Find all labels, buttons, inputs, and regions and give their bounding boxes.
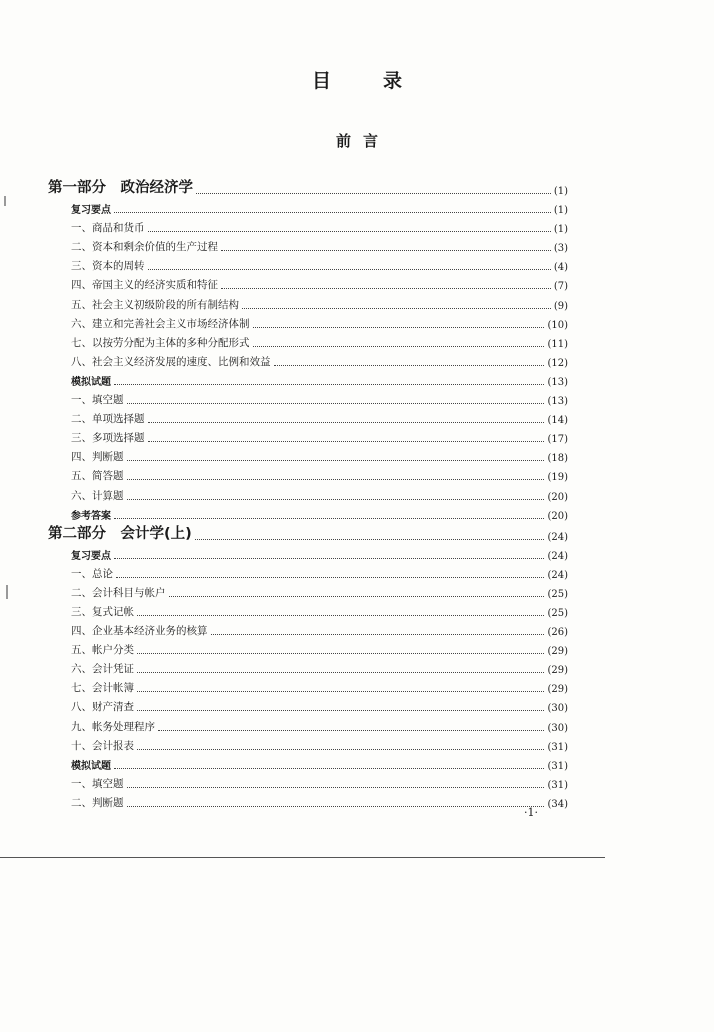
toc-entry-label: 二、单项选择题 <box>71 413 145 426</box>
scan-speck <box>4 196 6 206</box>
toc-entry-item <box>48 216 568 235</box>
dot-leader <box>127 786 545 788</box>
toc-entry-label: 四、帝国主义的经济实质和特征 <box>71 279 218 292</box>
toc-entry-label: 二、会计科目与帐户 <box>71 586 166 599</box>
toc-entry-label: 十、会计报表 <box>71 739 134 752</box>
toc-entry-item <box>48 772 568 791</box>
toc-entry-label: 模拟试题 <box>71 760 111 772</box>
toc-entry-label: 复习要点 <box>71 550 111 562</box>
dot-leader <box>253 345 545 347</box>
toc-entry-label: 四、企业基本经济业务的核算 <box>71 625 208 638</box>
toc-entry-label: 八、财产清查 <box>71 701 134 714</box>
toc-entry-page: (24) <box>547 531 568 543</box>
toc-entry-page: (25) <box>547 588 568 600</box>
toc-entry-page: (24) <box>547 569 568 581</box>
toc-entry-label: 二、判断题 <box>71 796 124 809</box>
toc-entry-part <box>48 522 568 543</box>
dot-leader <box>137 614 544 616</box>
toc-entry-sect <box>48 753 568 772</box>
toc-entry-page: (7) <box>553 281 568 293</box>
toc-entry-page: (1) <box>553 186 568 197</box>
dot-leader <box>114 767 544 769</box>
toc-entry-page: (25) <box>547 607 568 619</box>
page-number: ·1· <box>524 806 538 819</box>
toc-entry-label: 九、帐务处理程序 <box>71 720 155 733</box>
toc-entry-item <box>48 426 568 445</box>
toc-entry-item <box>48 235 568 254</box>
dot-leader <box>148 268 551 270</box>
toc-entry-page: (1) <box>553 205 568 217</box>
scan-edge-line <box>0 857 605 858</box>
toc-entry-item <box>48 350 568 369</box>
dot-leader <box>116 576 544 578</box>
toc-entry-page: (29) <box>547 665 568 677</box>
toc-entry-item <box>48 657 568 676</box>
toc-entry-label: 八、社会主义经济发展的速度、比例和效益 <box>71 355 271 368</box>
dot-leader <box>221 249 551 251</box>
toc-entry-item <box>48 600 568 619</box>
toc-entry-page: (26) <box>547 627 568 639</box>
toc-entry-item <box>48 695 568 714</box>
dot-leader <box>253 326 545 328</box>
scan-speck <box>6 585 8 599</box>
toc-entry-label: 七、以按劳分配为主体的多种分配形式 <box>71 336 250 349</box>
toc-entry-item <box>48 292 568 311</box>
dot-leader <box>274 364 545 366</box>
dot-leader <box>195 538 545 540</box>
toc-entry-label: 五、社会主义初级阶段的所有制结构 <box>71 298 239 311</box>
dot-leader <box>148 440 545 442</box>
toc-entry-page: (30) <box>547 722 568 734</box>
toc-entry-label: 参考答案 <box>71 510 111 522</box>
toc-entry-item <box>48 581 568 600</box>
toc-entry-label: 七、会计帐簿 <box>71 682 134 695</box>
toc-entry-item <box>48 562 568 581</box>
toc-entry-item <box>48 791 568 810</box>
toc-entry-label: 一、填空题 <box>71 394 124 407</box>
toc-entry-page: (34) <box>547 798 568 810</box>
dot-leader <box>148 230 551 232</box>
toc-entry-item <box>48 638 568 657</box>
toc-entry-item <box>48 734 568 753</box>
dot-leader <box>127 402 545 404</box>
toc-entry-label: 三、复式记帐 <box>71 605 134 618</box>
toc-entry-page: (19) <box>547 472 568 484</box>
dot-leader <box>221 287 551 289</box>
toc-entry-sect <box>48 543 568 562</box>
toc-entry-label: 四、判断题 <box>71 451 124 464</box>
toc-entry-item <box>48 619 568 638</box>
toc-entry-page: (20) <box>547 510 568 522</box>
toc-entry-page: (30) <box>547 703 568 715</box>
dot-leader <box>137 748 544 750</box>
dot-leader <box>127 498 545 500</box>
toc-entry-part <box>48 176 568 197</box>
toc-entry-page: (11) <box>547 338 568 350</box>
dot-leader <box>114 557 544 559</box>
toc-entry-page: (3) <box>553 243 568 255</box>
dot-leader <box>137 690 544 692</box>
toc-entry-item <box>48 676 568 695</box>
toc-entry-label: 第一部分 政治经济学 <box>48 180 193 196</box>
toc-entry-label: 六、计算题 <box>71 489 124 502</box>
dot-leader <box>137 709 544 711</box>
dot-leader <box>242 307 551 309</box>
toc-entry-label: 五、帐户分类 <box>71 644 134 657</box>
dot-leader <box>158 729 544 731</box>
toc-entry-page: (31) <box>547 760 568 772</box>
toc-entry-label: 五、简答题 <box>71 470 124 483</box>
toc-entry-page: (13) <box>547 396 568 408</box>
toc-entry-page: (17) <box>547 434 568 446</box>
toc-entry-page: (31) <box>547 779 568 791</box>
toc-entry-page: (29) <box>547 684 568 696</box>
dot-leader <box>211 633 545 635</box>
toc-entry-label: 一、商品和货币 <box>71 222 145 235</box>
toc-entry-item <box>48 464 568 483</box>
toc-entry-page: (31) <box>547 741 568 753</box>
toc-entry-item <box>48 445 568 464</box>
dot-leader <box>148 421 545 423</box>
preface-heading: 前言 <box>335 132 390 150</box>
toc-entry-sect <box>48 197 568 216</box>
page-title: 目录 <box>311 70 454 92</box>
toc-entry-item <box>48 483 568 502</box>
toc-entry-page: (20) <box>547 491 568 503</box>
toc-entry-page: (13) <box>547 376 568 388</box>
toc-entry-sect <box>48 503 568 522</box>
dot-leader <box>196 192 551 194</box>
toc-entry-page: (9) <box>553 300 568 312</box>
toc-entry-item <box>48 331 568 350</box>
toc-entry-label: 三、资本的周转 <box>71 260 145 273</box>
toc-entry-label: 模拟试题 <box>71 376 111 388</box>
toc-entry-item <box>48 714 568 733</box>
table-of-contents <box>48 176 568 810</box>
toc-entry-page: (24) <box>547 550 568 562</box>
toc-entry-page: (29) <box>547 646 568 658</box>
toc-entry-item <box>48 254 568 273</box>
dot-leader <box>114 517 544 519</box>
toc-entry-label: 复习要点 <box>71 205 111 217</box>
toc-entry-label: 一、总论 <box>71 567 113 580</box>
dot-leader <box>169 595 545 597</box>
toc-entry-sect <box>48 369 568 388</box>
toc-entry-page: (1) <box>553 224 568 236</box>
toc-entry-page: (4) <box>553 262 568 274</box>
toc-entry-label: 六、建立和完善社会主义市场经济体制 <box>71 317 250 330</box>
toc-entry-label: 二、资本和剩余价值的生产过程 <box>71 241 218 254</box>
toc-entry-label: 三、多项选择题 <box>71 432 145 445</box>
toc-entry-page: (14) <box>547 415 568 427</box>
dot-leader <box>127 478 545 480</box>
dot-leader <box>137 671 544 673</box>
dot-leader <box>127 459 545 461</box>
toc-entry-label: 六、会计凭证 <box>71 663 134 676</box>
toc-entry-page: (12) <box>547 357 568 369</box>
dot-leader <box>137 652 544 654</box>
toc-entry-item <box>48 407 568 426</box>
toc-entry-page: (10) <box>547 319 568 331</box>
toc-entry-item <box>48 273 568 292</box>
toc-entry-item <box>48 388 568 407</box>
dot-leader <box>127 805 545 807</box>
toc-entry-item <box>48 312 568 331</box>
toc-entry-label: 一、填空题 <box>71 777 124 790</box>
toc-entry-page: (18) <box>547 453 568 465</box>
dot-leader <box>114 383 544 385</box>
dot-leader <box>114 211 551 213</box>
toc-entry-label: 第二部分 会计学(上) <box>48 525 192 542</box>
